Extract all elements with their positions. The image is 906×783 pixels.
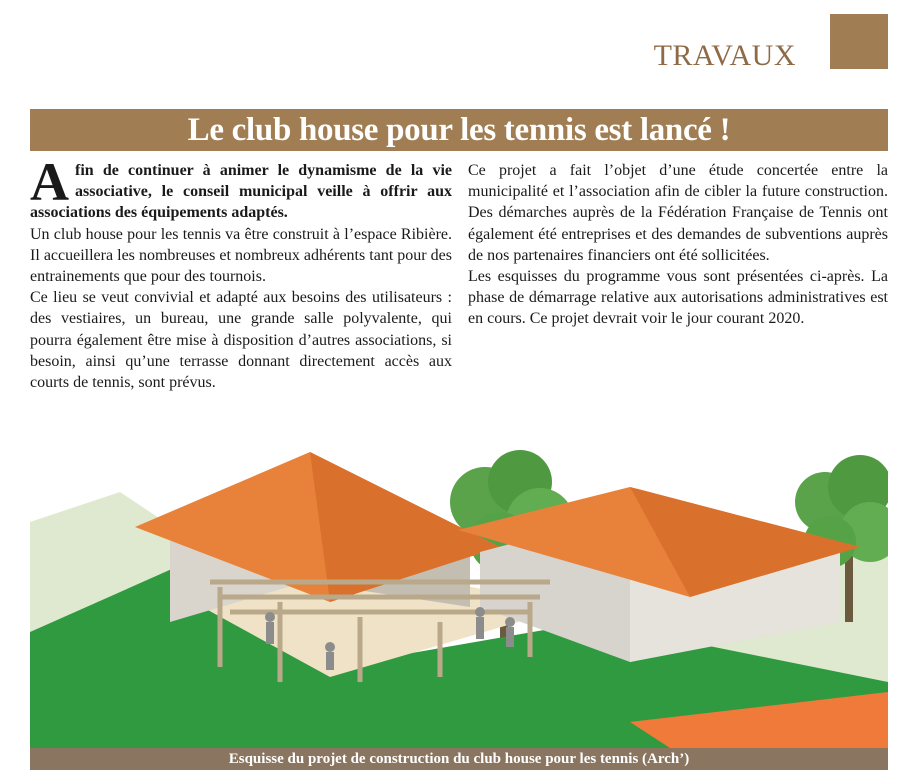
figure-caption	[30, 748, 888, 770]
paragraph: Un club house pour les tennis va être construit à l’espace Ribière. Il accueillera les nombreuses et nombreux adhérents tant pour des entrainements que pour des tournois.	[30, 225, 452, 286]
paragraph: Ce projet a fait l’objet d’une étude concertée entre la municipalité et l’association afin de cibler la future construction. Des démarches auprès de la Fédération Française de Tennis ont également été entreprises et des demandes de subventions auprès de nos partenaires financiers ont été sollicitées.	[468, 162, 888, 264]
paragraph: Ce lieu se veut convivial et adapté aux besoins des utilisateurs : des vestiaires, un bureau, une grande salle polyvalente, qui pourra également être mise à disposition d’autres associations, si besoin, ainsi qu’une terrasse donnant directement accès aux courts de tennis, sont prévus.	[30, 289, 452, 392]
section-label: TRAVAUX	[653, 39, 796, 72]
article-title: Le club house pour les tennis est lancé !	[187, 111, 731, 148]
intro-paragraph	[30, 152, 452, 224]
title-banner	[30, 109, 888, 151]
sketch-illustration	[30, 432, 888, 748]
paragraph: Les esquisses du programme vous sont présentées ci-après. La phase de démarrage relative aux autorisations administratives est en cours. Ce projet devrait voir le jour courant 2020.	[468, 268, 888, 328]
section-color-box	[830, 14, 888, 69]
drop-cap: A	[30, 152, 69, 212]
left-column	[30, 152, 452, 393]
right-column	[468, 160, 888, 330]
club-house-sketch	[30, 432, 888, 748]
caption-text: Esquisse du projet de construction du club house pour les tennis (Arch’)	[228, 750, 690, 767]
intro-text: fin de continuer à animer le dynamisme de la vie associative, le conseil municipal veille à offrir aux associations des équipements adaptés.	[30, 162, 452, 222]
